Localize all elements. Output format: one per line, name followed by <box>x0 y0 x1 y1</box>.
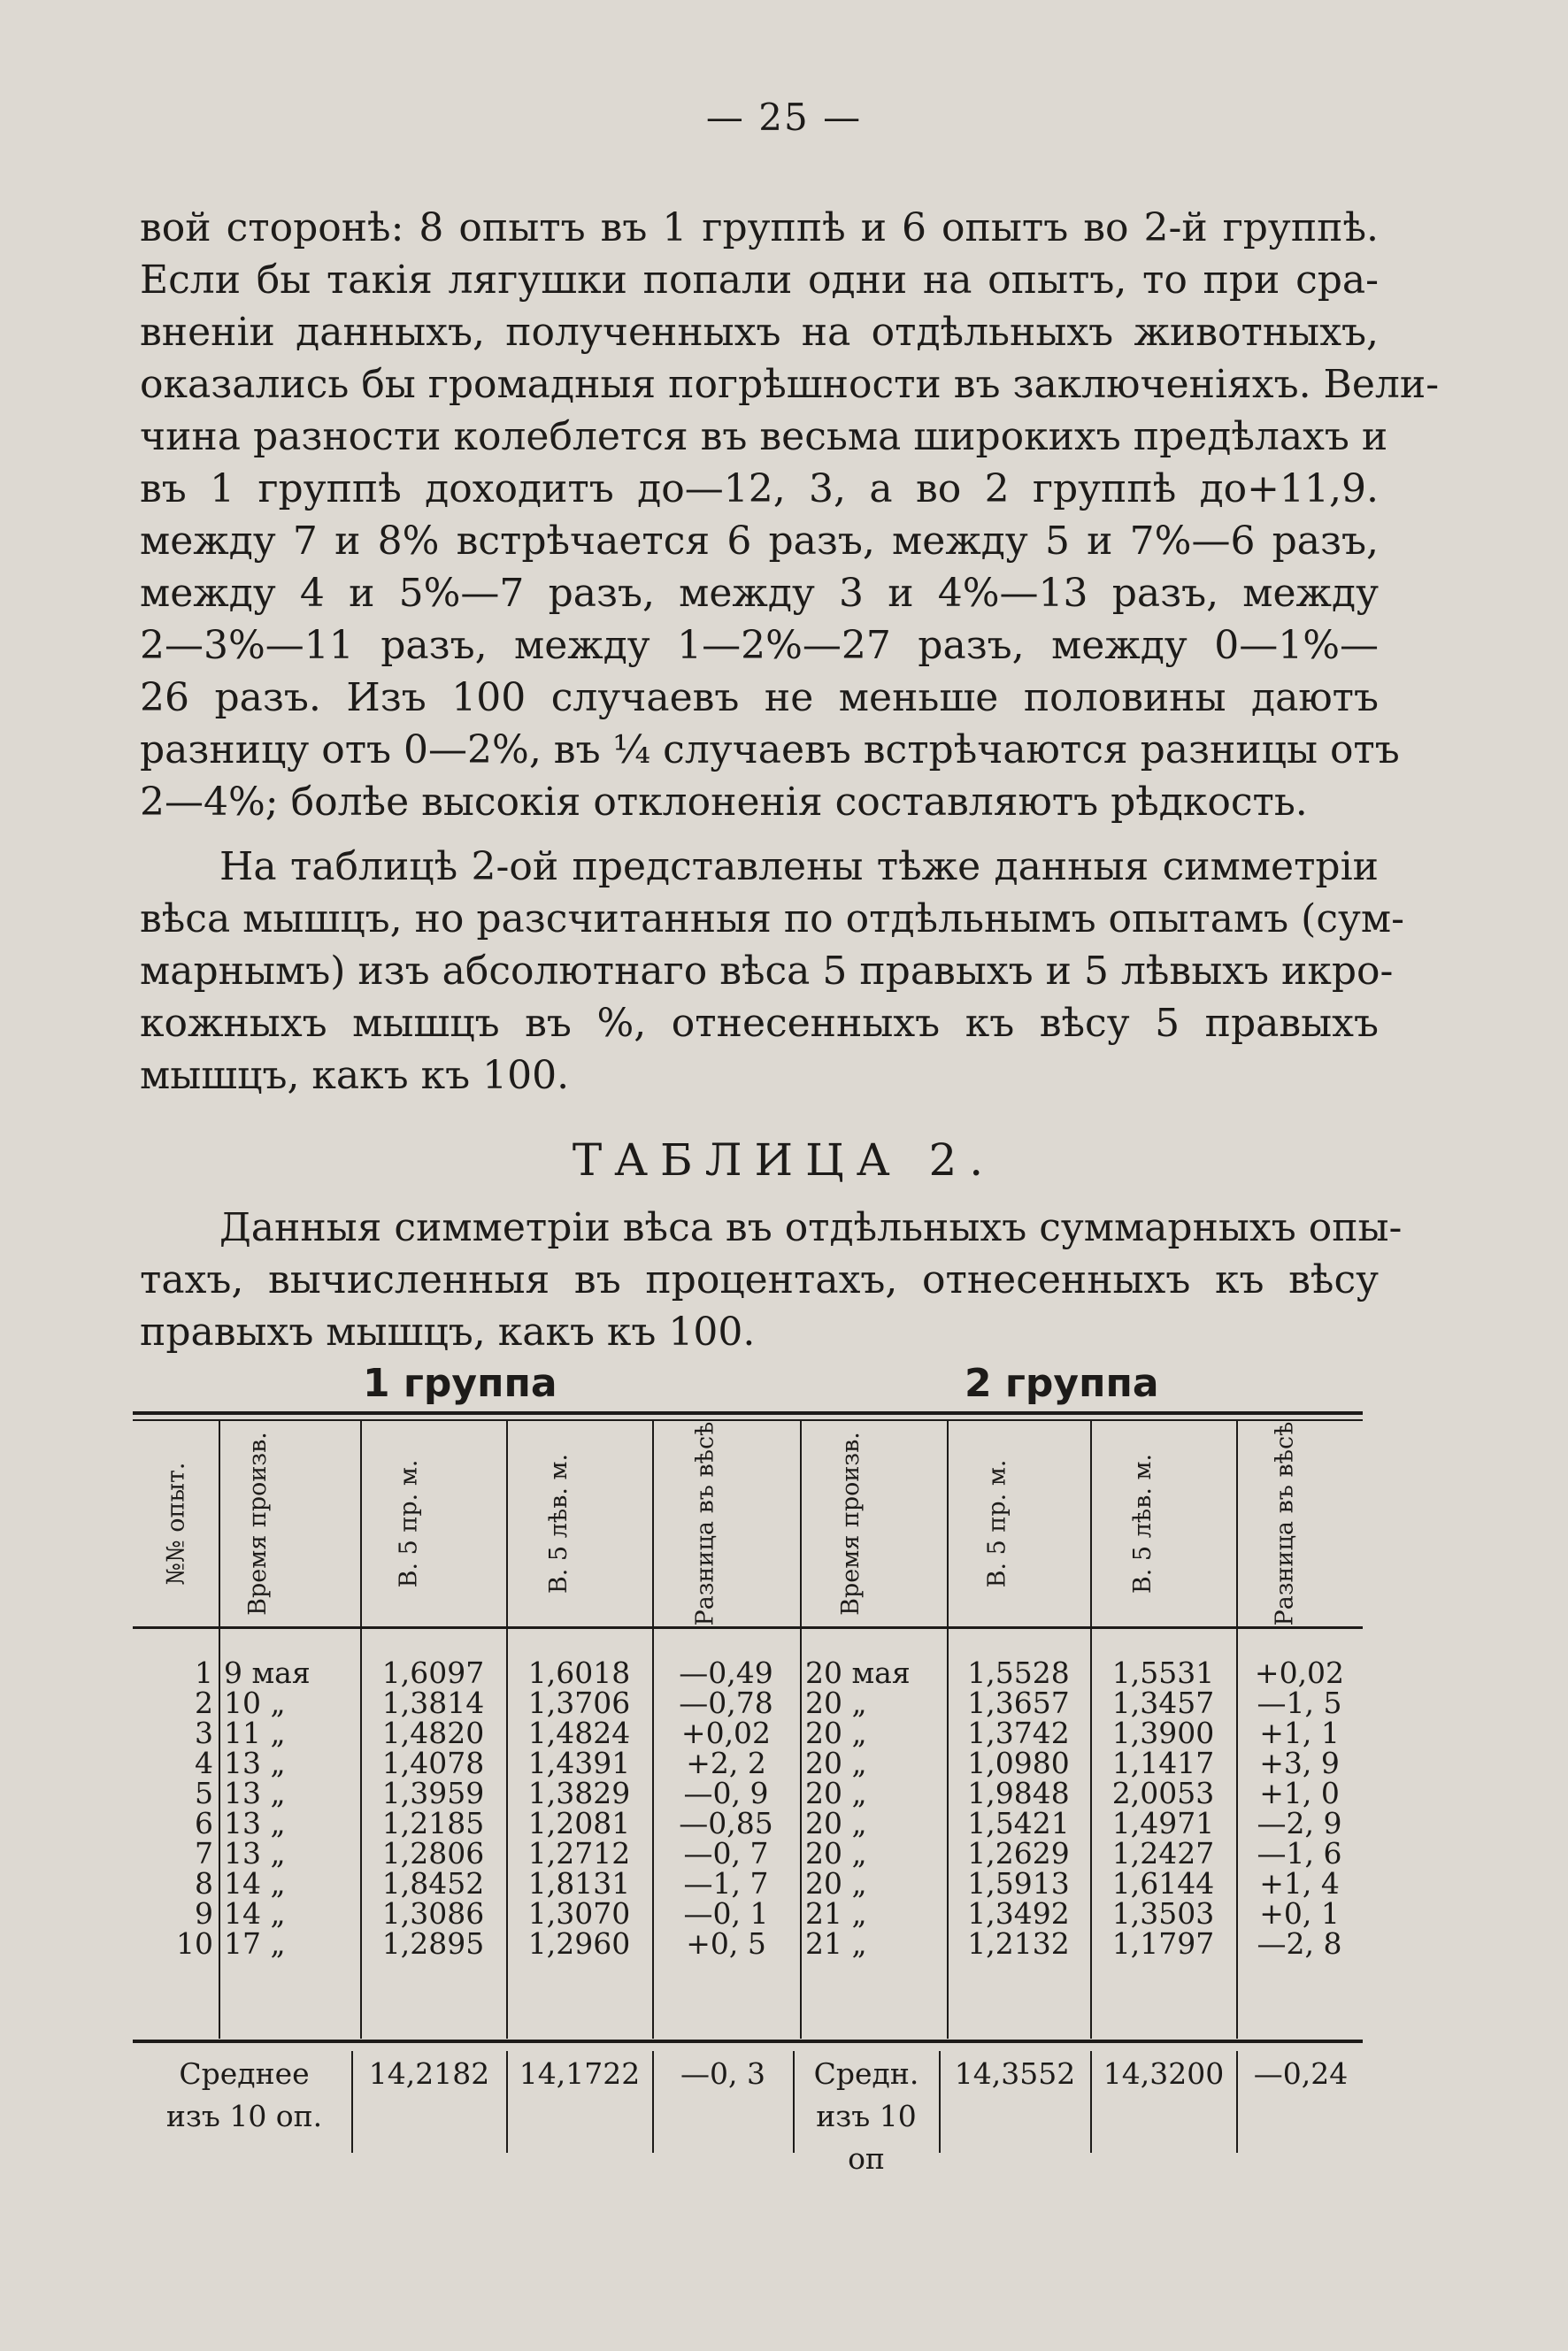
footer-divider <box>939 2051 941 2153</box>
footer-divider <box>1236 2051 1238 2153</box>
footer-divider <box>351 2051 353 2153</box>
text-line: 26 разъ. Изъ 100 случаевъ не меньше половины даютъ <box>140 675 1379 720</box>
table-caption <box>140 1202 1403 1358</box>
row-right-weight-1: 1,6097 <box>381 1656 485 1690</box>
row-date-2: 21 „ <box>805 1926 867 1961</box>
text-line: между 4 и 5%—7 разъ, между 3 и 4%—13 разъ, между <box>140 571 1379 616</box>
footer-sum-left-1: 14,1722 <box>519 2056 641 2091</box>
footer-sum-right-1: 14,2182 <box>368 2056 490 2091</box>
footer-sum-left-2: 14,3200 <box>1103 2056 1225 2091</box>
table-row <box>133 1929 1363 1959</box>
table-bottom-rule <box>133 2040 1363 2043</box>
data-table <box>133 1658 1363 1959</box>
table-top-rule-thin <box>133 1419 1363 1421</box>
row-date-1: 13 „ <box>224 1746 286 1780</box>
row-difference-2: —1, 5 <box>1257 1686 1342 1720</box>
text-line: На таблицѣ 2-ой представлены тѣже данныя симметріи <box>219 844 1379 889</box>
caption-line: правыхъ мышцъ, какъ къ 100. <box>140 1310 756 1355</box>
row-left-weight-1: 1,4391 <box>527 1746 631 1780</box>
table-row <box>133 1658 1363 1688</box>
table-title: ТАБЛИЦА 2. <box>572 1134 996 1186</box>
row-number: 2 <box>195 1686 213 1720</box>
row-right-weight-2: 1,3657 <box>967 1686 1070 1720</box>
row-right-weight-1: 1,4078 <box>381 1746 485 1780</box>
row-difference-2: +0, 1 <box>1259 1896 1340 1931</box>
group-1-heading: 1 группа <box>363 1361 557 1406</box>
row-right-weight-2: 1,5913 <box>967 1866 1070 1901</box>
row-date-2: 20 мая <box>805 1656 911 1690</box>
row-left-weight-1: 1,3070 <box>527 1896 631 1931</box>
row-difference-1: +0,02 <box>680 1716 772 1750</box>
footer-divider <box>506 2051 508 2153</box>
header-cell <box>814 1426 888 1621</box>
row-date-2: 20 „ <box>805 1746 867 1780</box>
table-row <box>133 1718 1363 1748</box>
row-difference-2: +3, 9 <box>1259 1746 1340 1780</box>
row-difference-2: +1, 0 <box>1259 1776 1340 1810</box>
row-date-1: 11 „ <box>224 1716 286 1750</box>
row-left-weight-1: 1,6018 <box>527 1656 631 1690</box>
header-cell <box>372 1426 446 1621</box>
row-difference-1: —0, 1 <box>683 1896 769 1931</box>
header-cell <box>221 1426 296 1621</box>
row-right-weight-2: 1,2132 <box>967 1926 1070 1961</box>
text-line: кожныхъ мышцъ въ %, отнесенныхъ къ вѣсу 5 правыхъ <box>140 1001 1379 1046</box>
row-left-weight-2: 2,0053 <box>1111 1776 1215 1810</box>
footer-divider <box>1090 2051 1092 2153</box>
paragraph-2 <box>140 841 1404 1102</box>
row-right-weight-1: 1,2895 <box>381 1926 485 1961</box>
row-date-2: 20 „ <box>805 1716 867 1750</box>
header-difference-2: Разница въ вѣсѣ <box>1271 1421 1298 1626</box>
row-date-2: 20 „ <box>805 1686 867 1720</box>
row-left-weight-2: 1,4971 <box>1111 1806 1215 1840</box>
header-bottom-rule <box>133 1626 1363 1629</box>
header-cell <box>960 1426 1034 1621</box>
footer-sum-right-2: 14,3552 <box>954 2056 1076 2091</box>
row-right-weight-2: 1,5528 <box>967 1656 1070 1690</box>
row-difference-1: —0, 9 <box>683 1776 769 1810</box>
row-right-weight-1: 1,2185 <box>381 1806 485 1840</box>
table-row <box>133 1779 1363 1809</box>
footer-label-1 <box>142 2053 347 2138</box>
row-date-2: 20 „ <box>805 1806 867 1840</box>
row-right-weight-1: 1,3086 <box>381 1896 485 1931</box>
footer-diff-2: —0,24 <box>1253 2056 1349 2091</box>
text-line: чина разности колеблется въ весьма широкихъ предѣлахъ и <box>140 414 1388 459</box>
row-number: 9 <box>195 1896 213 1931</box>
row-number: 4 <box>195 1746 213 1780</box>
row-left-weight-1: 1,2081 <box>527 1806 631 1840</box>
row-right-weight-1: 1,2806 <box>381 1836 485 1871</box>
row-date-2: 21 „ <box>805 1896 867 1931</box>
row-left-weight-1: 1,3829 <box>527 1776 631 1810</box>
text-line: оказались бы громадныя погрѣшности въ заключеніяхъ. Вели- <box>140 362 1440 407</box>
row-difference-2: —2, 8 <box>1257 1926 1342 1961</box>
row-number: 3 <box>195 1716 213 1750</box>
row-left-weight-2: 1,3457 <box>1111 1686 1215 1720</box>
row-date-1: 14 „ <box>224 1896 286 1931</box>
footer-label-1-line1: Среднее <box>179 2056 310 2091</box>
row-number: 8 <box>195 1866 213 1901</box>
header-cell <box>668 1421 742 1626</box>
row-left-weight-2: 1,3503 <box>1111 1896 1215 1931</box>
row-right-weight-2: 1,5421 <box>967 1806 1070 1840</box>
footer-label-2-line1: Средн. <box>813 2056 919 2091</box>
header-cell <box>139 1426 213 1621</box>
page-number: — 25 — <box>705 96 863 139</box>
row-date-2: 20 „ <box>805 1836 867 1871</box>
row-right-weight-2: 1,0980 <box>967 1746 1070 1780</box>
caption-line: тахъ, вычисленныя въ процентахъ, отнесенныхъ къ вѣсу <box>140 1257 1379 1302</box>
table-row <box>133 1899 1363 1929</box>
header-experiment-number: №№ опыт. <box>162 1462 190 1586</box>
row-difference-2: —1, 6 <box>1257 1836 1342 1871</box>
caption-line: Данныя симметріи вѣса въ отдѣльныхъ суммарныхъ опы- <box>219 1205 1403 1250</box>
table-row <box>133 1809 1363 1839</box>
row-difference-1: —0, 7 <box>683 1836 769 1871</box>
row-difference-2: +0,02 <box>1254 1656 1345 1690</box>
row-difference-2: —2, 9 <box>1257 1806 1342 1840</box>
row-difference-1: —0,49 <box>679 1656 773 1690</box>
paragraph-1 <box>140 202 1440 828</box>
footer-label-2-line2: изъ 10 оп <box>816 2099 917 2176</box>
table-top-rule <box>133 1411 1363 1415</box>
text-line: между 7 и 8% встрѣчается 6 разъ, между 5 и 7%—6 разъ, <box>140 519 1379 564</box>
footer-divider <box>793 2051 795 2153</box>
row-difference-1: +2, 2 <box>686 1746 766 1780</box>
row-left-weight-2: 1,6144 <box>1111 1866 1215 1901</box>
header-cell <box>1248 1421 1322 1626</box>
header-cell <box>1106 1426 1180 1621</box>
row-date-1: 13 „ <box>224 1836 286 1871</box>
text-line: Если бы такія лягушки попали одни на опытъ, то при сра- <box>140 257 1379 303</box>
text-line: въ 1 группѣ доходитъ до—12, 3, а во 2 группѣ до+11,9. <box>140 466 1379 511</box>
header-right-weight-2: В. 5 пр. м. <box>983 1459 1011 1588</box>
row-date-2: 20 „ <box>805 1866 867 1901</box>
group-2-heading: 2 группа <box>965 1361 1159 1406</box>
row-date-2: 20 „ <box>805 1776 867 1810</box>
row-right-weight-2: 1,9848 <box>967 1776 1070 1810</box>
row-difference-1: +0, 5 <box>686 1926 766 1961</box>
header-left-weight-1: В. 5 лѣв. м. <box>545 1453 573 1594</box>
row-left-weight-1: 1,2960 <box>527 1926 631 1961</box>
row-number: 7 <box>195 1836 213 1871</box>
header-date-2: Время произв. <box>837 1432 865 1616</box>
row-left-weight-1: 1,2712 <box>527 1836 631 1871</box>
row-difference-1: —0,78 <box>679 1686 773 1720</box>
text-line: вѣса мышцъ, но разсчитанныя по отдѣльнымъ опытамъ (сум- <box>140 896 1404 941</box>
row-left-weight-2: 1,5531 <box>1111 1656 1215 1690</box>
row-date-1: 14 „ <box>224 1866 286 1901</box>
row-left-weight-1: 1,3706 <box>527 1686 631 1720</box>
header-date-1: Время произв. <box>244 1432 273 1616</box>
row-date-1: 17 „ <box>224 1926 286 1961</box>
text-line: 2—4%; болѣе высокія отклоненія составляютъ рѣдкость. <box>140 780 1308 825</box>
row-left-weight-1: 1,8131 <box>527 1866 631 1901</box>
footer-divider <box>652 2051 654 2153</box>
text-line: мышцъ, какъ къ 100. <box>140 1053 570 1098</box>
table-row <box>133 1869 1363 1899</box>
row-left-weight-2: 1,1797 <box>1111 1926 1215 1961</box>
footer-label-2 <box>797 2053 935 2180</box>
row-left-weight-2: 1,1417 <box>1111 1746 1215 1780</box>
row-date-1: 10 „ <box>224 1686 286 1720</box>
header-difference-1: Разница въ вѣсѣ <box>691 1421 719 1626</box>
row-left-weight-1: 1,4824 <box>527 1716 631 1750</box>
row-difference-2: +1, 1 <box>1259 1716 1340 1750</box>
row-right-weight-2: 1,2629 <box>967 1836 1070 1871</box>
row-date-1: 13 „ <box>224 1776 286 1810</box>
row-left-weight-2: 1,3900 <box>1111 1716 1215 1750</box>
header-cell <box>522 1426 596 1621</box>
footer-label-1-line2: изъ 10 оп. <box>165 2099 323 2133</box>
table-row <box>133 1688 1363 1718</box>
text-line: вненіи данныхъ, полученныхъ на отдѣльныхъ животныхъ, <box>140 310 1379 355</box>
row-right-weight-1: 1,3814 <box>381 1686 485 1720</box>
header-right-weight-1: В. 5 пр. м. <box>395 1459 423 1588</box>
text-line: марнымъ) изъ абсолютнаго вѣса 5 правыхъ и 5 лѣвыхъ икро- <box>140 949 1394 994</box>
text-line: вой сторонѣ: 8 опытъ въ 1 группѣ и 6 опытъ во 2-й группѣ. <box>140 205 1379 250</box>
row-date-1: 13 „ <box>224 1806 286 1840</box>
footer-diff-1: —0, 3 <box>680 2056 765 2091</box>
row-number: 5 <box>195 1776 213 1810</box>
text-line: разницу отъ 0—2%, въ ¼ случаевъ встрѣчаются разницы отъ <box>140 727 1400 772</box>
text-line: 2—3%—11 разъ, между 1—2%—27 разъ, между 0—1%— <box>140 623 1379 668</box>
header-left-weight-2: В. 5 лѣв. м. <box>1129 1453 1157 1594</box>
row-right-weight-2: 1,3492 <box>967 1896 1070 1931</box>
row-difference-1: —0,85 <box>679 1806 773 1840</box>
row-number: 10 <box>176 1926 213 1961</box>
row-difference-2: +1, 4 <box>1259 1866 1340 1901</box>
row-difference-1: —1, 7 <box>683 1866 769 1901</box>
table-row <box>133 1748 1363 1779</box>
row-right-weight-1: 1,3959 <box>381 1776 485 1810</box>
row-number: 1 <box>195 1656 213 1690</box>
table-row <box>133 1839 1363 1869</box>
row-right-weight-2: 1,3742 <box>967 1716 1070 1750</box>
row-left-weight-2: 1,2427 <box>1111 1836 1215 1871</box>
row-number: 6 <box>195 1806 213 1840</box>
row-date-1: 9 мая <box>224 1656 311 1690</box>
row-right-weight-1: 1,4820 <box>381 1716 485 1750</box>
row-right-weight-1: 1,8452 <box>381 1866 485 1901</box>
